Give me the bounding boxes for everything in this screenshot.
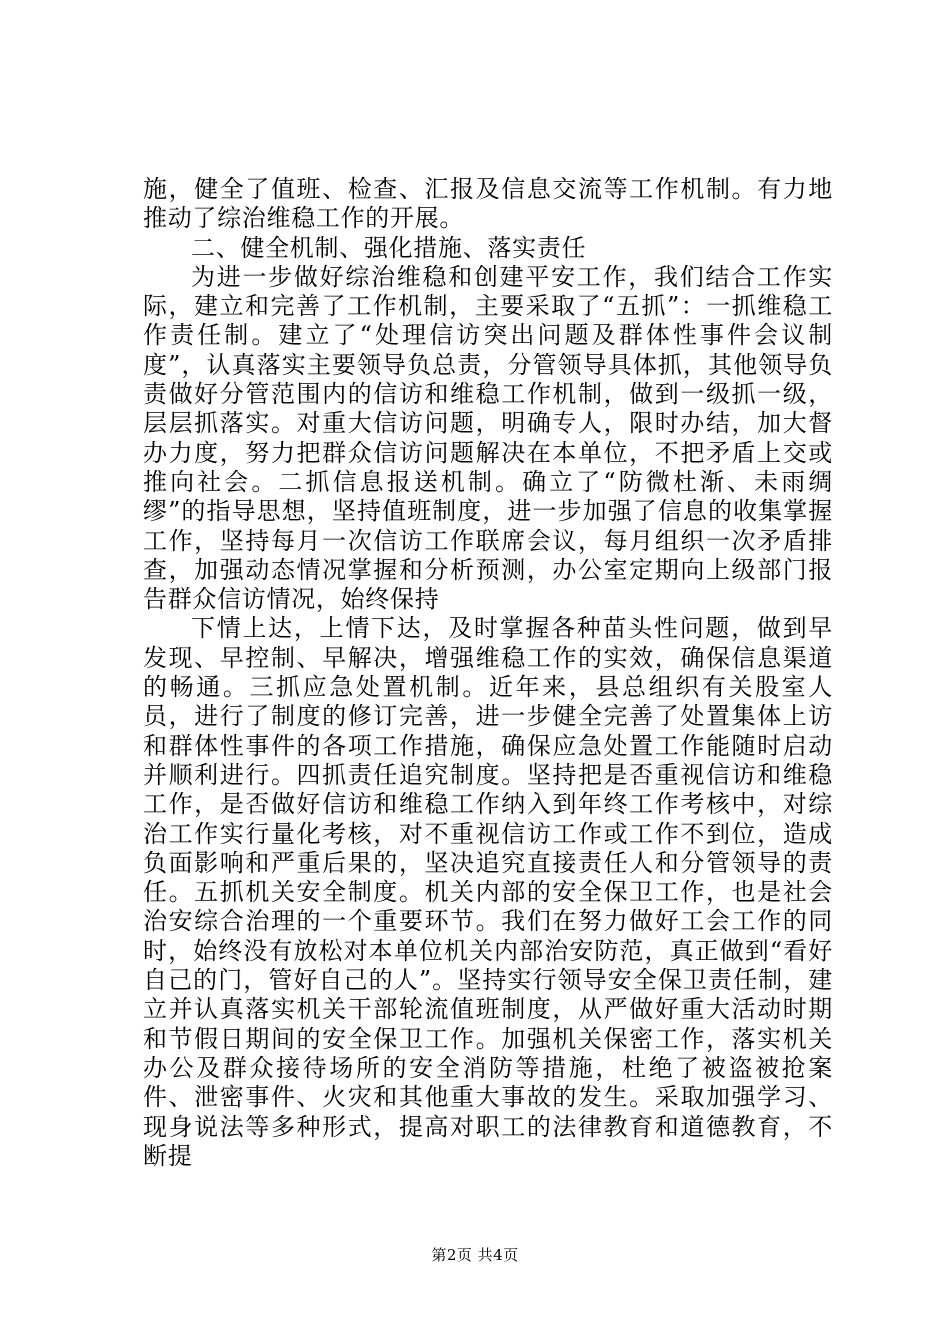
paragraph-five-measures: 为进一步做好综治维稳和创建平安工作，我们结合工作实际，建立和完善了工作机制，主要采取了“五抓”：一抓维稳工作责任制。建立了“处理信访突出问题及群体性事件会议制度”，认真落实主要领导负总责，分管领导具体抓，其他领导负责做好分管范围内的信访和维稳工作机制，做到一级抓一级，层层抓落实。对重大信访问题，明确专人，限时办结，加大督办力度，努力把群众信访问题解决在本单位，不把矛盾上交或推向社会。二抓信息报送机制。确立了“防微杜渐、未雨绸缪”的指导思想，坚持值班制度，进一步加强了信息的收集掌握工作，坚持每月一次信访工作联席会议，每月组织一次矛盾排查，加强动态情况掌握和分析预测，办公室定期向上级部门报告群众信访情况，始终保持	[143, 262, 833, 614]
section-heading: 二、健全机制、强化措施、落实责任	[191, 233, 587, 262]
paragraph-continuation: 施，健全了值班、检查、汇报及信息交流等工作机制。有力地推动了综治维稳工作的开展。	[143, 175, 833, 233]
page-footer	[0, 1244, 950, 1265]
page-indicator: 第2页 共4页	[431, 1246, 519, 1264]
paragraph-information-flow: 下情上达，上情下达，及时掌握各种苗头性问题，做到早发现、早控制、早解决，增强维稳工作的实效，确保信息渠道的畅通。三抓应急处置机制。近年来，县总组织有关股室人员，进行了制度的修订完善，进一步健全完善了处置集体上访和群体性事件的各项工作措施，确保应急处置工作能随时启动并顺利进行。四抓责任追究制度。坚持把是否重视信访和维稳工作，是否做好信访和维稳工作纳入到年终工作考核中，对综治工作实行量化考核，对不重视信访工作或工作不到位，造成负面影响和严重后果的，坚决追究直接责任人和分管领导的责任。五抓机关安全制度。机关内部的安全保卫工作，也是社会治安综合治理的一个重要环节。我们在努力做好工会工作的同时，始终没有放松对本单位机关内部治安防范，真正做到“看好自己的门，管好自己的人”。坚持实行领导安全保卫责任制，建立并认真落实机关干部轮流值班制度，从严做好重大活动时期和节假日期间的安全保卫工作。加强机关保密工作，落实机关办公及群众接待场所的安全消防等措施，杜绝了被盗被抢案件、泄密事件、火灾和其他重大事故的发生。采取加强学习、现身说法等多种形式，提高对职工的法律教育和道德教育，不断提	[143, 614, 833, 1170]
document-body	[143, 175, 833, 1171]
